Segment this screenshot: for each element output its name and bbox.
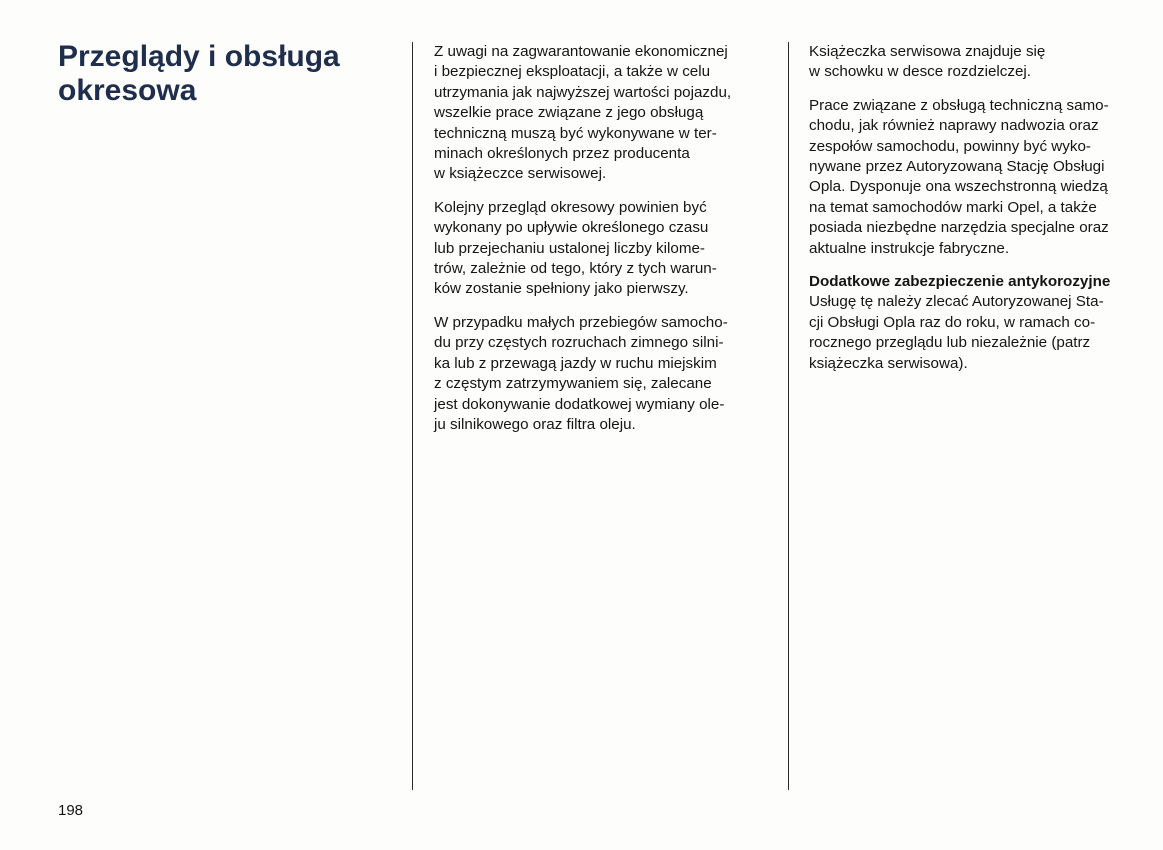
paragraph-service-book-location (809, 42, 1154, 83)
paragraph-anticorrosion (809, 292, 1154, 374)
text-line: ków zostanie spełniony jako pierwszy. (434, 280, 689, 298)
text-line: du przy częstych rozruchach zimnego silni- (434, 334, 724, 352)
text-line: rocznego przeglądu lub niezależnie (patrz (809, 334, 1091, 352)
text-line: trów, zależnie od tego, który z tych warun- (434, 260, 717, 278)
text-line: Kolejny przegląd okresowy powinien być (434, 198, 707, 216)
text-line: Prace związane z obsługą techniczną samo- (809, 96, 1109, 114)
text-line: wszelkie prace związane z jego obsługą (434, 104, 704, 122)
text-line: zespołów samochodu, powinny być wyko- (809, 137, 1091, 155)
text-line: w książeczce serwisowej. (434, 165, 607, 183)
section-heading-anticorrosion: Dodatkowe zabezpieczenie antykorozyjne (809, 273, 1111, 291)
text-line: utrzymania jak najwyższej wartości pojazdu, (434, 83, 732, 101)
text-line: W przypadku małych przebiegów samocho- (434, 313, 728, 331)
text-line: Usługę tę należy zlecać Autoryzowanej Sta- (809, 293, 1104, 311)
page-title-line-2: okresowa (58, 74, 197, 107)
text-line: nywane przez Autoryzowaną Stację Obsługi (809, 158, 1105, 176)
text-line: Z uwagi na zagwarantowanie ekonomicznej (434, 43, 728, 60)
text-line: wykonany po upływie określonego czasu (434, 219, 709, 237)
paragraph-low-mileage (434, 313, 774, 435)
text-line: chodu, jak również naprawy nadwozia oraz (809, 117, 1099, 135)
text-line: Książeczka serwisowa znajduje się (809, 43, 1046, 60)
text-column-right (809, 42, 1154, 387)
text-line: lub przejechaniu ustalonej liczby kilome- (434, 239, 705, 257)
text-line: jest dokonywanie dodatkowej wymiany ole- (434, 395, 725, 413)
paragraph-maintenance-intro (434, 42, 774, 185)
text-line: książeczka serwisowa). (809, 354, 968, 372)
text-line: aktualne instrukcje fabryczne. (809, 239, 1010, 257)
column-divider-right (788, 42, 789, 790)
paragraph-authorized-service (809, 96, 1154, 259)
page-title (58, 40, 388, 108)
text-column-middle (434, 42, 774, 448)
text-line: i bezpiecznej eksploatacji, a także w celu (434, 63, 711, 81)
text-line: w schowku w desce rozdzielczej. (809, 63, 1031, 81)
text-line: ju silnikowego oraz filtra oleju. (434, 415, 636, 433)
paragraph-next-inspection (434, 198, 774, 300)
text-line: posiada niezbędne narzędzia specjalne oraz (809, 219, 1109, 237)
page-number: 198 (58, 802, 84, 819)
text-line: z częstym zatrzymywaniem się, zalecane (434, 375, 712, 393)
text-line: cji Obsługi Opla raz do roku, w ramach co- (809, 313, 1096, 331)
text-line: ka lub z przewagą jazdy w ruchu miejskim (434, 354, 717, 372)
text-line: minach określonych przez producenta (434, 145, 690, 163)
text-line: na temat samochodów marki Opel, a także (809, 198, 1097, 216)
page-title-line-1: Przeglądy i obsługa (58, 40, 340, 73)
column-divider-left (412, 42, 413, 790)
text-line: Opla. Dysponuje ona wszechstronną wiedzą (809, 178, 1108, 196)
text-line: techniczną muszą być wykonywane w ter- (434, 124, 717, 142)
